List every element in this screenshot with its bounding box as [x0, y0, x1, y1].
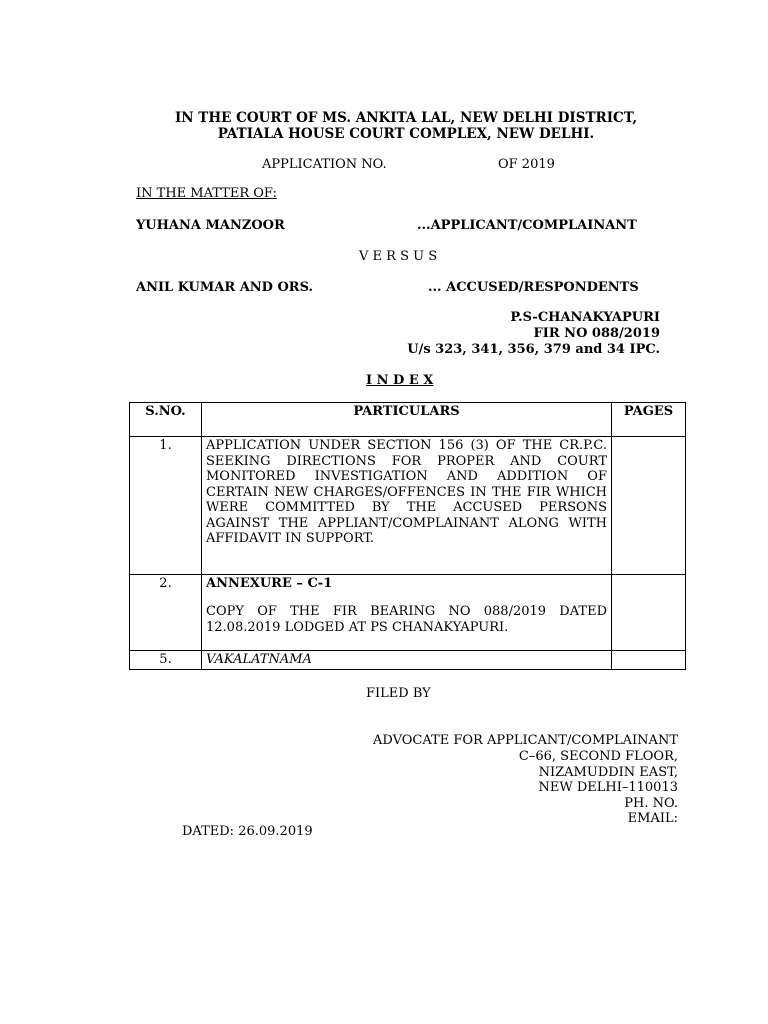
- in-the-matter-of: IN THE MATTER OF:: [136, 186, 277, 201]
- table-header-row: [130, 403, 686, 437]
- row-particulars: [202, 575, 612, 651]
- index-title: I N D E X: [366, 373, 434, 388]
- table-row: [130, 575, 686, 651]
- advocate-line4: NEW DELHI–110013: [538, 780, 678, 795]
- applicant-role: ...APPLICANT/COMPLAINANT: [417, 218, 637, 233]
- row-pages: [612, 575, 686, 651]
- advocate-email: EMAIL:: [627, 811, 678, 826]
- annexure-description: COPY OF THE FIR BEARING NO 088/2019 DATED 12.08.2019 LODGED AT PS CHANAKYAPURI.: [206, 604, 607, 635]
- fir-number: FIR NO 088/2019: [533, 326, 660, 341]
- row-sno: 2.: [130, 575, 202, 651]
- advocate-line3: NIZAMUDDIN EAST,: [538, 765, 678, 780]
- sections: U/s 323, 341, 356, 379 and 34 IPC.: [407, 342, 660, 357]
- advocate-line1: ADVOCATE FOR APPLICANT/COMPLAINANT: [373, 733, 678, 748]
- police-station: P.S-CHANAKYAPURI: [510, 310, 660, 325]
- row-sno: 1.: [130, 437, 202, 575]
- row-pages: [612, 437, 686, 575]
- application-year: OF 2019: [498, 157, 555, 172]
- dated: DATED: 26.09.2019: [182, 824, 313, 839]
- court-heading-line2: PATIALA HOUSE COURT COMPLEX, NEW DELHI.: [217, 126, 595, 142]
- versus: V E R S U S: [359, 249, 438, 264]
- respondent-role: ... ACCUSED/RESPONDENTS: [428, 280, 639, 295]
- application-number-label: APPLICATION NO.: [262, 157, 387, 172]
- filed-by: FILED BY: [366, 686, 431, 701]
- index-table: [129, 402, 686, 670]
- advocate-phone: PH. NO.: [624, 796, 678, 811]
- annexure-title: ANNEXURE – C-1: [206, 576, 333, 591]
- row-particulars: VAKALATNAMA: [202, 651, 612, 670]
- row-sno: 5.: [130, 651, 202, 670]
- header-pages: PAGES: [612, 403, 686, 437]
- row-pages: [612, 651, 686, 670]
- table-row: [130, 651, 686, 670]
- respondent-name: ANIL KUMAR AND ORS.: [136, 280, 314, 295]
- header-sno: S.NO.: [130, 403, 202, 437]
- table-row: [130, 437, 686, 575]
- court-heading-line1: IN THE COURT OF MS. ANKITA LAL, NEW DELHI DISTRICT,: [174, 110, 638, 126]
- advocate-line2: C–66, SECOND FLOOR,: [518, 749, 678, 764]
- row-particulars: APPLICATION UNDER SECTION 156 (3) OF THE CR.P.C. SEEKING DIRECTIONS FOR PROPER AND COURT MONITORED INVESTIGATION AND ADDITION OF CERTAIN NEW CHARGES/OFFENCES IN THE FIR WHICH WERE COMMITTED BY THE ACCUSED PERSONS AGAINST THE APPLIANT/COMPLAINANT ALONG WITH AFFIDAVIT IN SUPPORT.: [202, 437, 612, 575]
- applicant-name: YUHANA MANZOOR: [136, 218, 285, 233]
- header-particulars: PARTICULARS: [202, 403, 612, 437]
